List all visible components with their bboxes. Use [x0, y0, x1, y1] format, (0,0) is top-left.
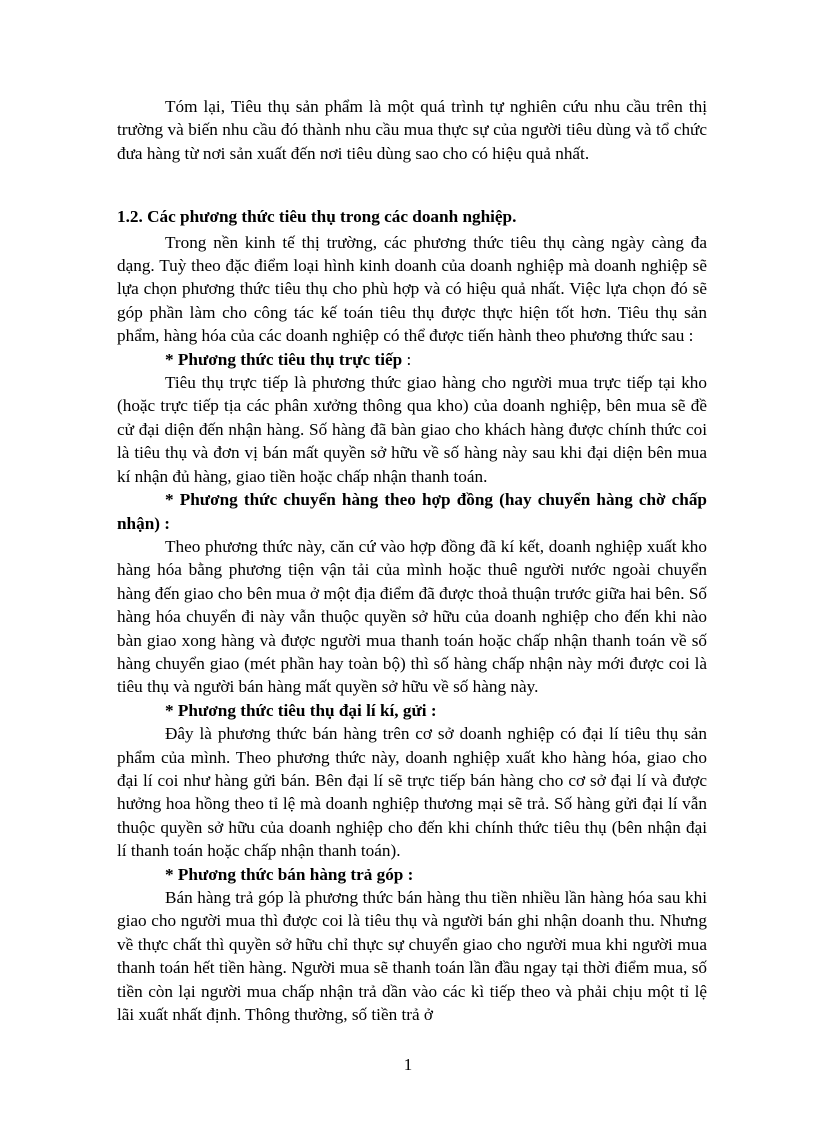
method-title: * Phương thức bán hàng trả góp :	[165, 864, 414, 884]
section-intro-paragraph: Trong nền kinh tế thị trường, các phương thức tiêu thụ càng ngày càng đa dạng. Tuỳ theo đặc điểm loại hình kinh doanh của doanh nghiệp mà doanh nghiệp sẽ lựa chọn phương thức tiêu thụ cho phù hợp và có hiệu quả nhất. Việc lựa chọn đó sẽ góp phần làm cho công tác kế toán tiêu thụ được thực hiện tốt hơn. Tiêu thụ sản phẩm, hàng hóa của các doanh nghiệp có thể được tiến hành theo phương thức sau :	[117, 232, 707, 346]
method-body-contract: Theo phương thức này, căn cứ vào hợp đồng đã kí kết, doanh nghiệp xuất kho hàng hóa bằng phương tiện vận tải của mình hoặc thuê người nước ngoài chuyển hàng đến giao cho bên mua ở một địa điểm đã được thoả thuận trước giữa hai bên. Số hàng hóa chuyển đi này vẫn thuộc quyền sở hữu của doanh nghiệp cho đến khi nào bàn giao xong hàng và được người mua thanh toán hoặc chấp nhận thanh toán về số hàng chuyển giao (mét phần hay toàn bộ) thì số hàng chấp nhận này mới được coi là tiêu thụ và người bán hàng mất quyền sở hữu về số hàng này.	[117, 536, 707, 697]
method-heading-installment	[117, 863, 707, 886]
method-heading-contract	[117, 488, 707, 535]
method-title-suffix: :	[402, 349, 412, 369]
method-body-direct: Tiêu thụ trực tiếp là phương thức giao hàng cho người mua trực tiếp tại kho (hoặc trực tiếp tịa các phân xưởng thông qua kho) của doanh nghiệp, bên mua sẽ đề cử đại diện đến nhận hàng. Số hàng đã bàn giao cho khách hàng được chính thức coi là tiêu thụ và đơn vị bán mất quyền sở hữu về số hàng này sau khi đại diện bên mua kí nhận đủ hàng, giao tiền hoặc chấp nhận thanh toán.	[117, 373, 707, 486]
method-body-installment: Bán hàng trả góp là phương thức bán hàng thu tiền nhiều lần hàng hóa sau khi giao cho người mua thì được coi là tiêu thụ và người bán ghi nhận doanh thu. Nhưng về thực chất thì quyền sở hữu chỉ thực sự chuyển giao cho người mua khi người mua thanh toán hết tiền hàng. Người mua sẽ thanh toán lần đầu ngay tại thời điểm mua, số tiền còn lại người mua chấp nhận trả dần vào các kì tiếp theo và phải chịu một tỉ lệ lãi xuất nhất định. Thông thường, số tiền trả ở	[117, 888, 707, 1025]
method-title: * Phương thức tiêu thụ trực tiếp	[165, 349, 403, 369]
method-title: * Phương thức tiêu thụ đại lí kí, gửi :	[165, 700, 437, 720]
intro-paragraph: Tóm lại, Tiêu thụ sản phẩm là một quá trình tự nghiên cứu nhu cầu trên thị trường và biến nhu cầu đó thành nhu cầu mua thực sự của người tiêu dùng và tổ chức đưa hàng từ nơi sản xuất đến nơi tiêu dùng sao cho có hiệu quả nhất.	[117, 97, 707, 163]
method-heading-agent	[117, 699, 707, 722]
paragraph-gap	[117, 165, 707, 205]
method-body-agent: Đây là phương thức bán hàng trên cơ sở doanh nghiệp có đại lí tiêu thụ sản phẩm của mình. Theo phương thức này, doanh nghiệp xuất kho hàng hóa, giao cho đại lí coi như hàng gửi bán. Bên đại lí sẽ trực tiếp bán hàng cho cơ sở đại lí và được hưởng hoa hồng theo tỉ lệ mà doanh nghiệp thương mại sẽ trả. Số hàng gửi đại lí vẫn thuộc quyền sở hữu của doanh nghiệp cho đến khi chính thức tiêu thụ (bên nhận đại lí thanh toán hoặc chấp nhận thanh toán).	[117, 724, 707, 861]
page-number: 1	[403, 1055, 413, 1074]
document-page	[117, 95, 707, 1026]
method-title: * Phương thức chuyển hàng theo hợp đồng (hay chuyển hàng chờ chấp nhận) :	[117, 490, 707, 533]
method-heading-direct	[117, 348, 707, 371]
section-heading: 1.2. Các phương thức tiêu thụ trong các doanh nghiệp.	[117, 207, 517, 227]
